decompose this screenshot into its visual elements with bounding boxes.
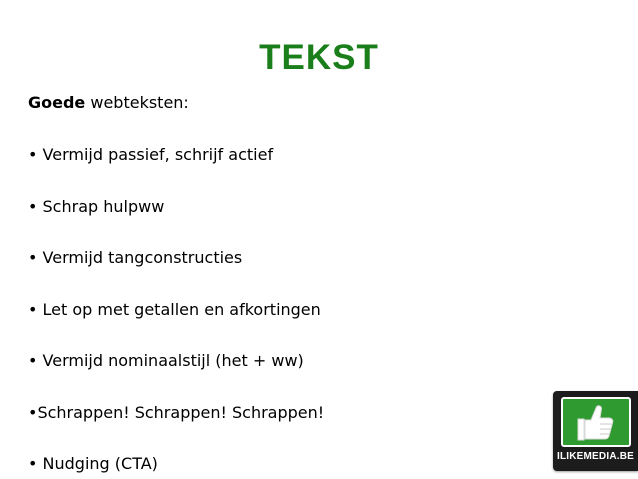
- ilikemedia-logo: [553, 391, 638, 471]
- intro-bold: Goede: [28, 93, 86, 112]
- slide-title: TEKST: [259, 38, 379, 77]
- bullet-item: • Vermijd passief, schrijf actief: [28, 145, 274, 164]
- logo-green-panel: [561, 397, 631, 447]
- intro-rest: webteksten:: [85, 93, 189, 112]
- bullet-item: • Nudging (CTA): [28, 454, 158, 473]
- thumbs-up-icon: [563, 399, 629, 445]
- bullet-item: • Vermijd tangconstructies: [28, 248, 243, 267]
- bullet-item: • Vermijd nominaalstijl (het + ww): [28, 351, 304, 370]
- bullet-item: •Schrappen! Schrappen! Schrappen!: [28, 402, 325, 422]
- bullet-list: [28, 144, 324, 479]
- bullet-item: • Schrap hulpww: [28, 196, 165, 216]
- logo-text: ILIKEMEDIA.BE: [556, 451, 635, 462]
- bullet-item: • Let op met getallen en afkortingen: [28, 299, 321, 319]
- intro-line: [28, 92, 189, 114]
